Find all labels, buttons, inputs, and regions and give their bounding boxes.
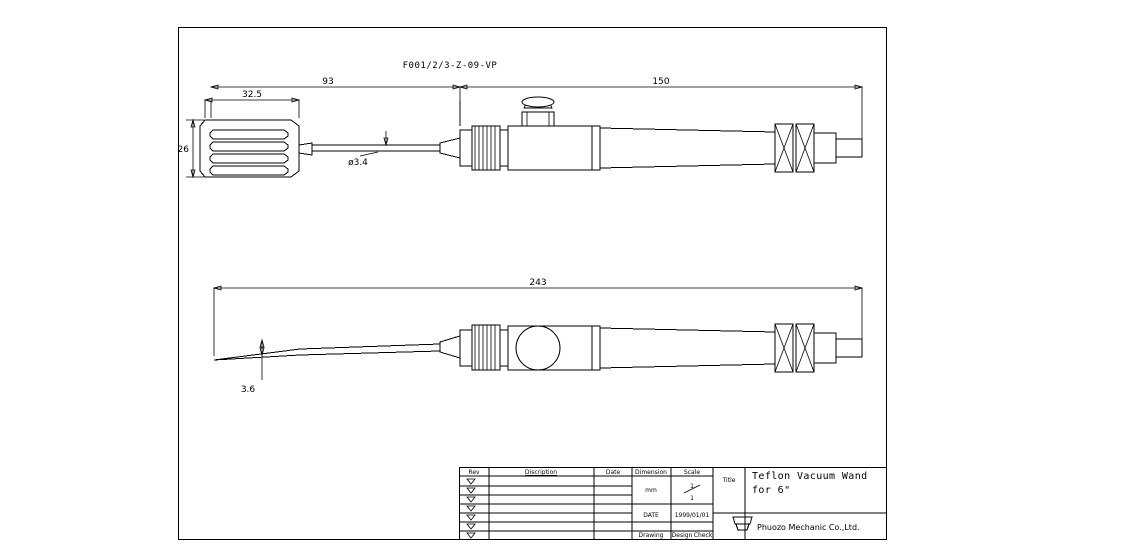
side-barrel-rear-taper — [600, 328, 775, 368]
tip-collet-transition — [440, 336, 460, 358]
hose-tail — [814, 133, 836, 163]
side-barrel-joint — [592, 326, 600, 370]
title-label: Title — [722, 477, 736, 484]
col-header-date: Date — [605, 469, 621, 476]
rev-triangles — [467, 479, 475, 538]
dim-front-length: 93 — [322, 77, 334, 87]
dim-blade-height: 26 — [177, 145, 189, 155]
design-label: Design — [671, 532, 693, 539]
side-knurled-collet — [472, 325, 500, 370]
check-label: Check — [693, 532, 713, 539]
company-logo — [733, 517, 752, 530]
col-header-description: Discription — [524, 469, 558, 476]
tapered-tip — [214, 344, 440, 360]
unit-value: mm — [645, 487, 657, 494]
barrel-rear-taper — [600, 128, 775, 168]
scale-numerator: 1 — [690, 483, 694, 490]
drawing-title-line1: Teflon Vacuum Wand — [752, 471, 868, 482]
dim-body-length: 150 — [652, 77, 670, 87]
side-view-assembly — [214, 324, 862, 372]
dim-tube-dia: ø3.4 — [348, 158, 368, 168]
col-header-dimension: Dimension — [635, 469, 667, 476]
dim-tip-height: 3.6 — [240, 385, 256, 395]
col-header-scale: Scale — [683, 469, 701, 476]
date-label: DATE — [643, 512, 659, 519]
side-collet-ring-1 — [460, 330, 472, 366]
side-hose-end — [836, 339, 862, 357]
side-collet-ring-2 — [500, 330, 508, 366]
part-number-label: F001/2/3-Z-09-VP — [402, 61, 498, 71]
drawing-title-line2: for 6" — [752, 485, 791, 496]
collet-ring-1 — [460, 130, 472, 166]
paddle-neck — [299, 143, 312, 155]
barrel-joint — [592, 126, 600, 170]
col-header-rev: Rev — [468, 469, 480, 476]
valve-cap — [522, 97, 554, 107]
collet-ring-2 — [500, 130, 508, 166]
valve-knob-side — [516, 326, 560, 370]
tube-collet-transition — [440, 138, 460, 158]
scale-denominator: 1 — [690, 495, 694, 502]
hose-end — [836, 139, 862, 157]
paddle-outline — [200, 120, 299, 177]
vacuum-tube — [312, 145, 440, 151]
company-name: Phuozo Mechanic Co.,Ltd. — [757, 523, 860, 532]
date-value: 1999/01/01 — [674, 512, 710, 519]
drawing-label: Drawing — [638, 532, 664, 539]
dim-total-length: 243 — [529, 278, 547, 288]
dim-blade-width: 32.5 — [241, 90, 263, 100]
side-hose-tail — [814, 333, 836, 363]
barrel-front — [508, 126, 592, 170]
title-block — [460, 468, 887, 540]
knurled-collet — [472, 126, 500, 170]
